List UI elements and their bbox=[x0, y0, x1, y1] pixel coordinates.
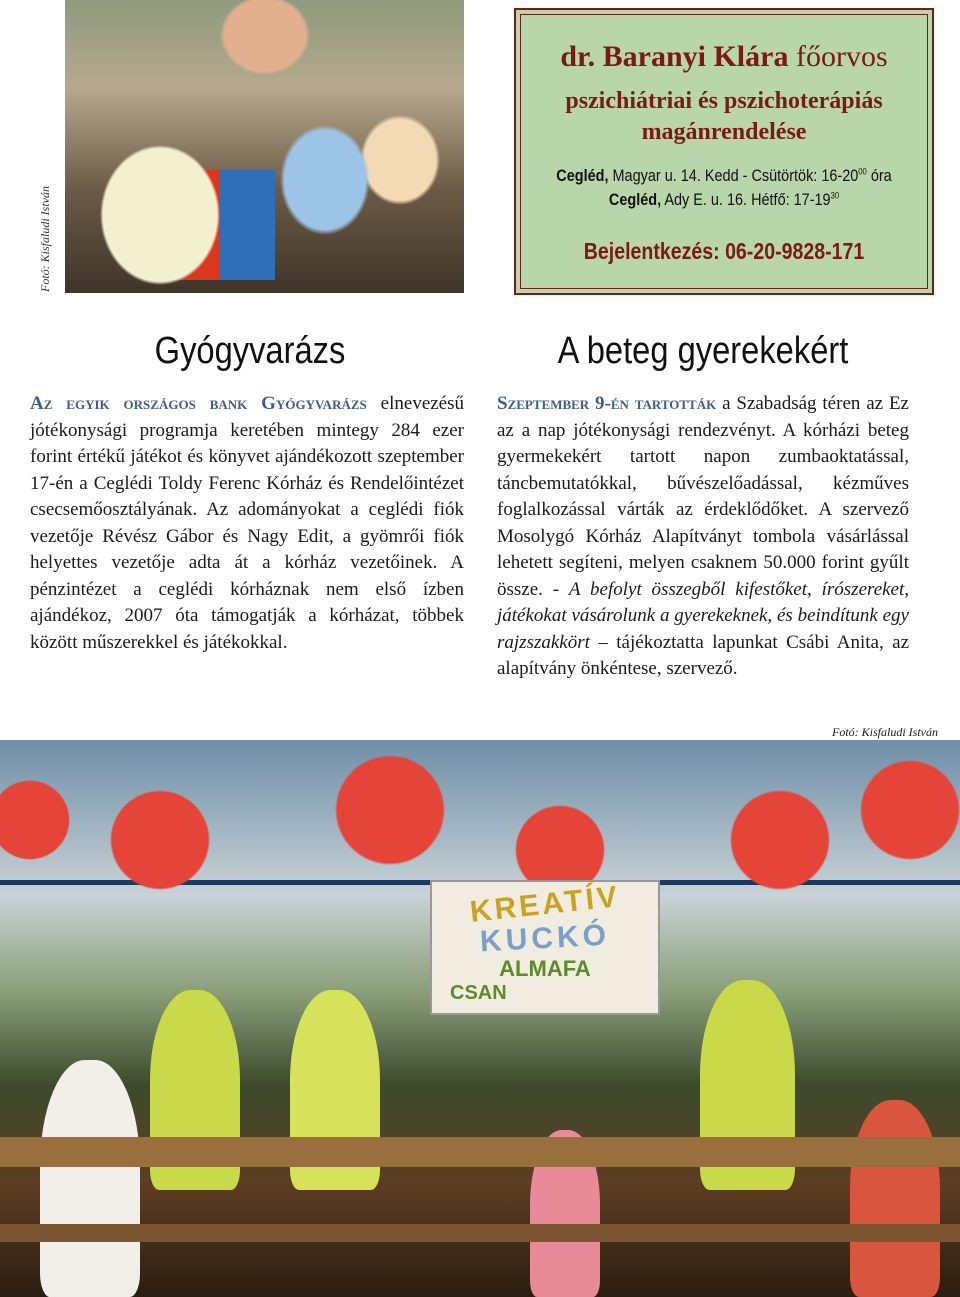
sign-line-1: KREATÍV bbox=[468, 880, 622, 929]
ad-doctor-name bbox=[516, 40, 932, 74]
right-article-text-end: – tájékoztatta lapunkat Csábi Anita, az alapítvány önkéntese, szervező. bbox=[497, 631, 910, 679]
sign-line-2: KUCKÓ bbox=[479, 918, 611, 959]
right-article-body bbox=[497, 391, 909, 683]
ad-subtitle-line2: magánrendelése bbox=[641, 119, 807, 145]
photo-credit-bottom: Fotó: Kisfaludi István bbox=[832, 725, 938, 739]
ad-box bbox=[514, 8, 934, 295]
sign-line-3: ALMAFA bbox=[499, 956, 591, 981]
left-article-heading: Gyógyvarázs bbox=[154, 330, 346, 372]
ad-address-1-text: Magyar u. 14. Kedd - Csütörtök: 16-20 bbox=[612, 166, 859, 185]
ad-subtitle bbox=[516, 86, 932, 148]
bench bbox=[0, 1224, 960, 1242]
ad-address-1-sup: 00 bbox=[858, 166, 867, 177]
ad-title: főorvos bbox=[795, 40, 888, 73]
bottom-photo bbox=[0, 740, 960, 1297]
right-article-lead: Szeptember 9-én tartották bbox=[497, 393, 717, 414]
child-figure bbox=[40, 1060, 140, 1297]
photo-credit-top: Fotó: Kisfaludi István bbox=[38, 186, 52, 292]
ad-address-2 bbox=[547, 190, 901, 210]
left-article-lead: Az egyik országos bank Gyógyvarázs bbox=[30, 393, 367, 414]
ad-address-2-sup: 30 bbox=[830, 190, 840, 201]
ad-address-2-text: Ady E. u. 16. Hétfő: 17-19 bbox=[664, 190, 831, 209]
ad-address-1 bbox=[547, 166, 901, 186]
ad-name: Baranyi Klára bbox=[602, 40, 789, 73]
ad-address-2-city: Cegléd, bbox=[608, 190, 662, 209]
ad-phone: Bejelentkezés: 06-20-9828-171 bbox=[583, 238, 865, 264]
sign-line-4: CSAN bbox=[450, 982, 507, 1004]
right-article-text-start: a Szabadság téren az Ez az a nap jótékonysági rendezvényt. A kórházi beteg gyermekekért tartott napon zumbaoktatással, táncbemutatókkal, bűvészelőadással, kézműves foglalkozással várták az érdeklődőket. A szervező Mosolygó Kórház Alapítványt tombola vásárlással lehetett segíteni, melyen csaknem 50.000 forint gyűlt össze. - bbox=[497, 393, 909, 600]
ad-address-1-tail: óra bbox=[870, 166, 892, 185]
ad-name-prefix: dr. bbox=[560, 40, 596, 73]
right-article-quote: A befolyt összegből kifestőket, írószereket, játékokat vásárolunk a gyerekeknek, és beindítunk egy rajzszakkört bbox=[497, 578, 910, 653]
left-article-body bbox=[30, 391, 464, 656]
top-photo bbox=[65, 0, 464, 293]
child-figure bbox=[850, 1100, 940, 1297]
ad-subtitle-line1: pszichiátriai és pszichoterápiás bbox=[565, 88, 883, 114]
kreativ-kucko-sign bbox=[430, 880, 660, 1015]
right-article-heading: A beteg gyerekekért bbox=[557, 330, 849, 372]
ad-address-1-city: Cegléd, bbox=[556, 166, 609, 185]
table bbox=[0, 1137, 960, 1167]
left-article-text: elnevezésű jótékonysági programja keretében mintegy 284 ezer forint értékű játékot és könyvet ajándékozott szeptember 17-én a Ceglédi Toldy Ferenc Kórház és Rendelőintézet csecsemőosztályának. Az adományokat a ceglédi fiók vezetője Révész Gábor és Nagy Edit, a gyömrői fiók helyettes vezetője adta át a kórház vezetőinek. A pénzintézet a ceglédi kórháznak nem első ízben ajándékoz, 2007 óta támogatják a kórházat, többek között műszerekkel és játékokkal. bbox=[30, 393, 465, 653]
